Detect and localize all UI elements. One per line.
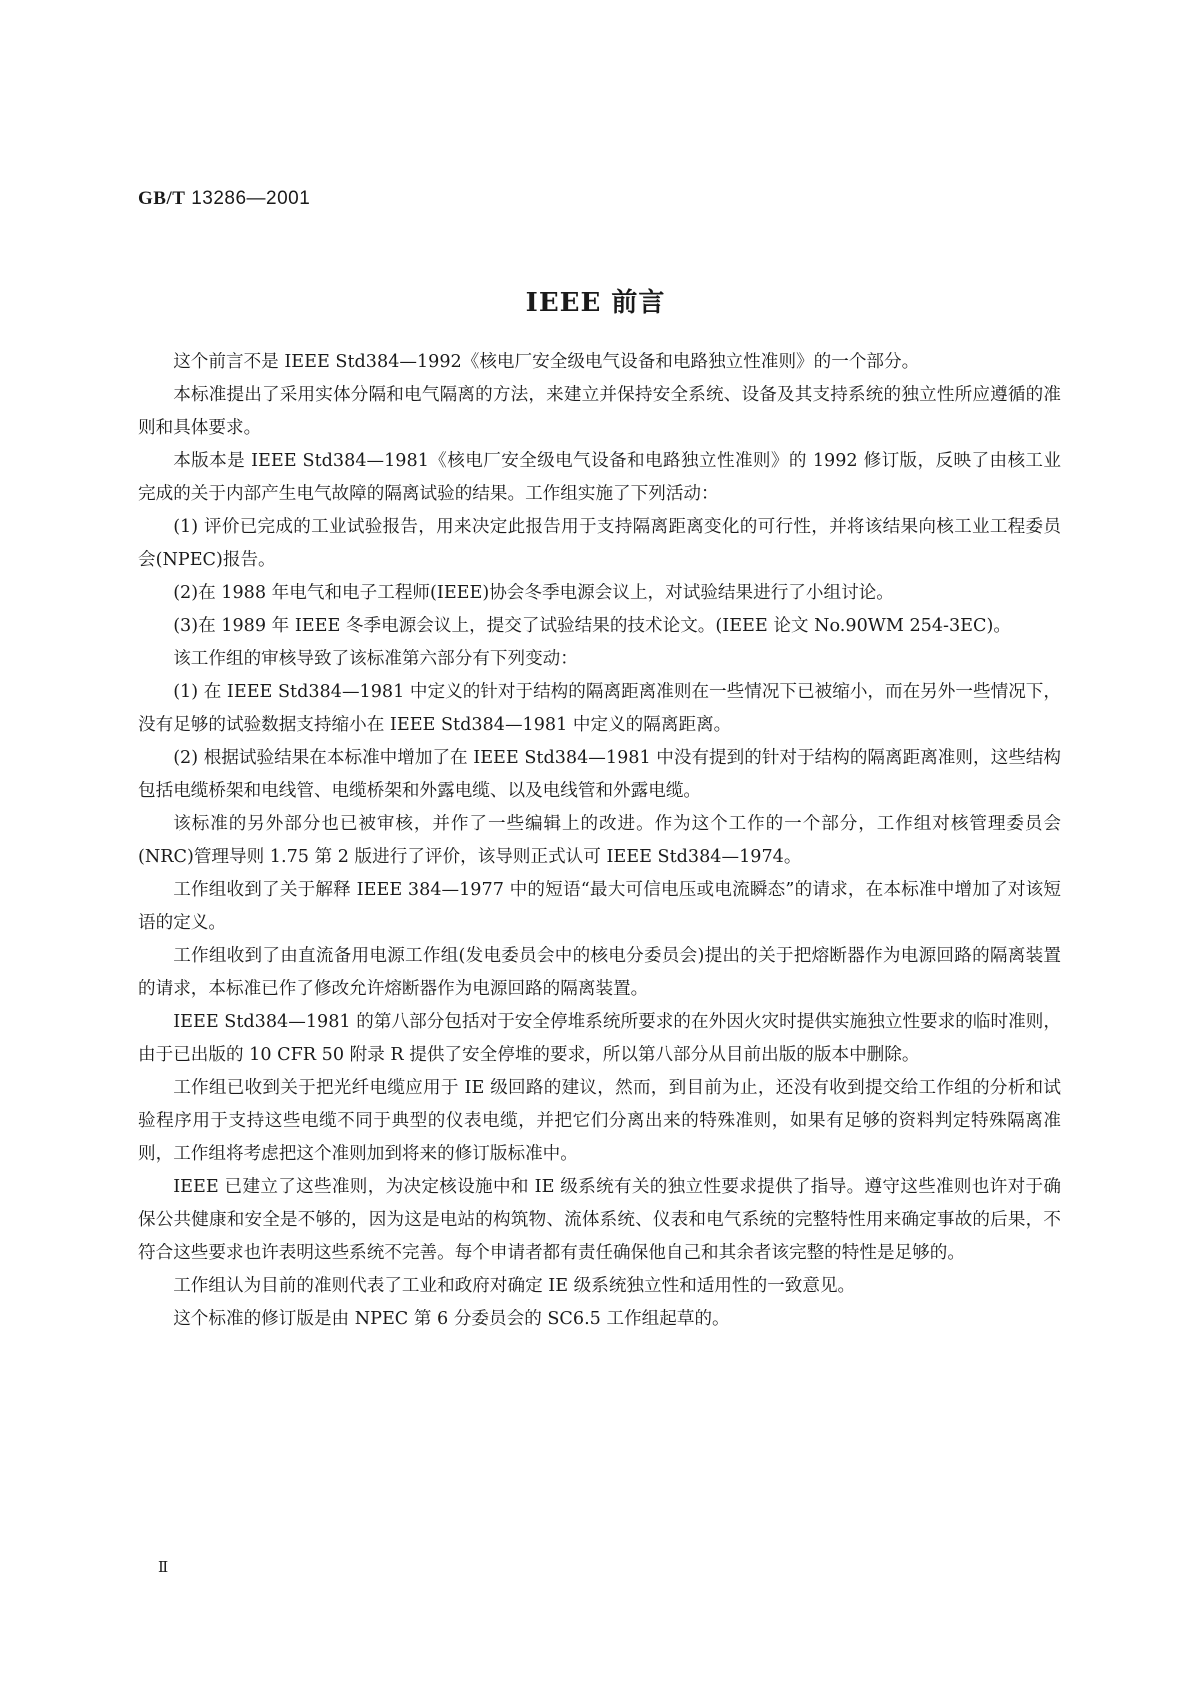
paragraph-13: IEEE Std384—1981 的第八部分包括对于安全停堆系统所要求的在外因火灾时提供实施独立性要求的临时准则，由于已出版的 10 CFR 50 附录 R 提供了安全停堆的要求，所以第八部分从目前出版的版本中删除。 <box>138 1012 1061 1065</box>
paragraph-4: (1) 评价已完成的工业试验报告，用来决定此报告用于支持隔离距离变化的可行性，并将该结果向核工业工程委员会(NPEC)报告。 <box>138 517 1061 570</box>
paragraph-3: 本版本是 IEEE Std384—1981《核电厂安全级电气设备和电路独立性准则》的 1992 修订版，反映了由核工业完成的关于内部产生电气故障的隔离试验的结果。工作组实施了下列活动： <box>138 451 1061 504</box>
paragraph-11: 工作组收到了关于解释 IEEE 384—1977 中的短语“最大可信电压或电流瞬态”的请求，在本标准中增加了对该短语的定义。 <box>138 880 1061 933</box>
paragraph-6: (3)在 1989 年 IEEE 冬季电源会议上，提交了试验结果的技术论文。(IEEE 论文 No.90WM 254-3EC)。 <box>173 616 1011 636</box>
body-text <box>138 346 1061 1336</box>
paragraph-16: 工作组认为目前的准则代表了工业和政府对确定 IE 级系统独立性和适用性的一致意见。 <box>173 1276 856 1296</box>
standard-code <box>138 188 310 210</box>
paragraph-10: 该标准的另外部分也已被审核，并作了一些编辑上的改进。作为这个工作的一个部分，工作组对核管理委员会(NRC)管理导则 1.75 第 2 版进行了评价，该导则正式认可 IEEE Std384—1974。 <box>138 814 1061 867</box>
paragraph-7: 该工作组的审核导致了该标准第六部分有下列变动： <box>173 649 578 669</box>
paragraph-1: 这个前言不是 IEEE Std384—1992《核电厂安全级电气设备和电路独立性准则》的一个部分。 <box>173 352 920 372</box>
standard-code-prefix: GB/T <box>138 188 186 209</box>
paragraph-12: 工作组收到了由直流备用电源工作组(发电委员会中的核电分委员会)提出的关于把熔断器作为电源回路的隔离装置的请求，本标准已作了修改允许熔断器作为电源回路的隔离装置。 <box>138 946 1061 999</box>
paragraph-9: (2) 根据试验结果在本标准中增加了在 IEEE Std384—1981 中没有提到的针对于结构的隔离距离准则，这些结构包括电缆桥架和电线管、电缆桥架和外露电缆、以及电线管和外露电缆。 <box>138 748 1061 801</box>
paragraph-5: (2)在 1988 年电气和电子工程师(IEEE)协会冬季电源会议上，对试验结果进行了小组讨论。 <box>173 583 894 603</box>
paragraph-17: 这个标准的修订版是由 NPEC 第 6 分委员会的 SC6.5 工作组起草的。 <box>173 1309 730 1329</box>
paragraph-2: 本标准提出了采用实体分隔和电气隔离的方法，来建立并保持安全系统、设备及其支持系统的独立性所应遵循的准则和具体要求。 <box>138 385 1061 438</box>
paragraph-15: IEEE 已建立了这些准则，为决定核设施中和 IE 级系统有关的独立性要求提供了指导。遵守这些准则也许对于确保公共健康和安全是不够的，因为这是电站的构筑物、流体系统、仪表和电气系统的完整特性用来确定事故的后果，不符合这些要求也许表明这些系统不完善。每个申请者都有责任确保他自己和其余者该完整的特性是足够的。 <box>138 1177 1061 1263</box>
page-title: IEEE 前言 <box>525 288 666 318</box>
paragraph-14: 工作组已收到关于把光纤电缆应用于 IE 级回路的建议，然而，到目前为止，还没有收到提交给工作组的分析和试验程序用于支持这些电缆不同于典型的仪表电缆，并把它们分离出来的特殊准则，如果有足够的资料判定特殊隔离准则，工作组将考虑把这个准则加到将来的修订版标准中。 <box>138 1078 1061 1164</box>
standard-code-number: 13286—2001 <box>191 188 311 209</box>
page-number: Ⅱ <box>158 1558 169 1576</box>
paragraph-8: (1) 在 IEEE Std384—1981 中定义的针对于结构的隔离距离准则在一些情况下已被缩小，而在另外一些情况下，没有足够的试验数据支持缩小在 IEEE Std384—1981 中定义的隔离距离。 <box>138 682 1061 735</box>
